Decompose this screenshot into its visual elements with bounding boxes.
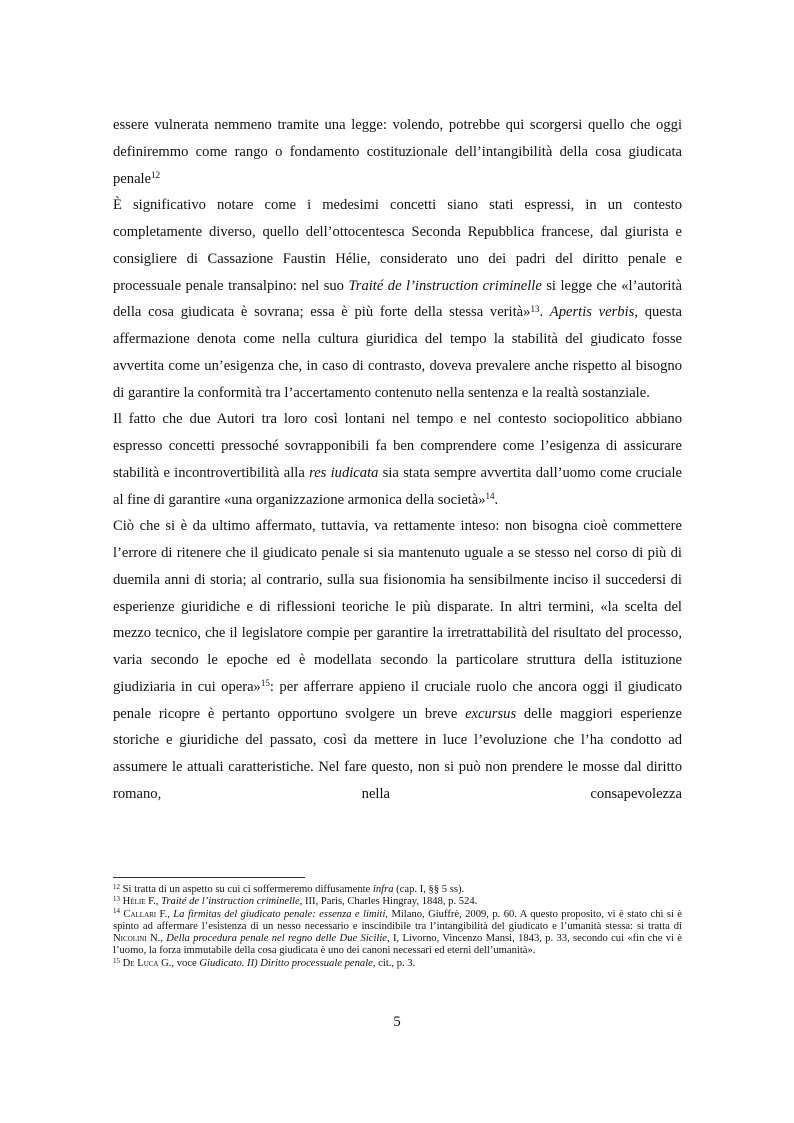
text-run: .: [494, 491, 499, 508]
text-run: .: [539, 304, 550, 321]
italic-text: Apertis verbis: [549, 304, 635, 321]
text-run: Ciò che si è da ultimo affermato, tuttavia, va rettamente inteso: non bisogna cioè commettere l’errore di ritenere che il giudicato penale si sia mantenuto uguale a se stesso nel corso di più di duemila anni di storia; al contrario, sulla sua fisionomia ha sensibilmente inciso il succedersi di esperienze giuridiche e di riflessioni teoriche le più disparate. In altri termini, «la scelta del mezzo tecnico, che il legislatore compie per garantire la irretrattabilità del risultato del processo, varia secondo le epoche ed è modellata secondo la particolare struttura della istituzione giudiziaria in cui opera»: [113, 518, 682, 695]
text-run: Si tratta di un aspetto su cui ci soffermeremo diffusamente: [120, 884, 373, 895]
text-run: , cit., p. 3.: [372, 957, 416, 969]
italic-text: excursus: [465, 705, 517, 722]
footnote-ref: 15: [113, 956, 120, 965]
author-name: Hélie: [122, 896, 146, 908]
footnote: [113, 896, 682, 908]
italic-text: Traité de l’instruction criminelle: [161, 896, 300, 908]
author-name: Nicolini: [113, 933, 147, 945]
text-run: G., voce: [158, 957, 200, 969]
author-name: Callari: [123, 908, 157, 920]
italic-text: res iudicata: [309, 464, 379, 481]
footnote-separator: [113, 877, 305, 878]
footnote-ref: 12: [151, 170, 161, 180]
italic-text: La firmitas del giudicato penale: essenza e limiti: [173, 908, 386, 920]
footnote: [113, 909, 682, 958]
text-run: N.,: [146, 933, 167, 945]
text-run: , I, Livorno, Vincenzo Mansi, 1843, p. 33, secondo cui «fin che vi è l’uomo, la forza immutabile della cosa giudicata è uno dei canoni necessari ed eterni dell’umanità».: [113, 933, 682, 957]
footnote-ref: 13: [530, 303, 540, 314]
paragraph: [113, 192, 682, 406]
text-run: F.,: [156, 908, 174, 920]
footnote-ref: 14: [485, 491, 495, 501]
text-run: , questa affermazione denota come nella cultura giuridica del tempo la stabilità del giudicato fosse avvertita come un’esigenza che, in caso di contrasto, doveva prevalere anche rispetto al bisogno di garantire la conformità tra l’accertamento contenuto nella sentenza e la realtà sostanziale.: [113, 304, 682, 401]
text-run: si legge che «l’autorità della cosa giudicata è sovrana; essa è più forte della stessa verità»: [113, 277, 682, 321]
text-run: , III, Paris, Charles Hingray, 1848, p. 524.: [299, 896, 478, 908]
footnote-ref: 13: [113, 895, 120, 904]
italic-text: Giudicato. II) Diritto processuale penale: [199, 957, 373, 969]
text-run: , Milano, Giuffrè, 2009, p. 60. A questo proposito, vi è stato chi si è spinto ad affermare l’esistenza di un nesso necessario e inscindibile tra l’intangibilità del giudicato e l’umanità stessa: si tratta di: [113, 908, 682, 932]
italic-text: Della procedura penale nel regno delle Due Sicilie: [166, 933, 387, 945]
text-run: delle maggiori esperienze storiche e giuridiche del passato, così da mettere in luce l’evoluzione che l’ha condotto ad assumere le attuali caratteristiche. Nel fare questo, non si può non prendere le mosse dal diritto romano, nella consapevolezza: [113, 705, 682, 802]
italic-text: infra: [372, 884, 394, 895]
author-name: De Luca: [122, 957, 159, 969]
footnote-ref: 12: [113, 882, 120, 891]
footnotes: [113, 884, 682, 970]
text-run: Il fatto che due Autori tra loro così lontani nel tempo e nel contesto sociopolitico abbiano espresso concetti pressoché sovrapponibili fa ben comprendere come l’esigenza di assicurare stabilità e incontrovertibilità alla: [113, 411, 682, 481]
paragraph: [113, 513, 682, 807]
footnote: [113, 958, 682, 970]
italic-text: Traité de l’instruction criminelle: [348, 277, 542, 294]
main-text: [113, 112, 682, 808]
text-run: F.,: [145, 896, 162, 908]
paragraph: [113, 112, 682, 192]
text-run: sia stata sempre avvertita dall’uomo come cruciale al fine di garantire «una organizzazione armonica della società»: [113, 464, 682, 508]
footnote: [113, 884, 682, 896]
text-run: (cap. I, §§ 5 ss).: [393, 884, 465, 895]
footnote-ref: 15: [260, 678, 270, 689]
paragraph: [113, 406, 682, 513]
footnote-ref: 14: [113, 907, 120, 916]
page-number: 5: [393, 1014, 401, 1030]
text-run: È significativo notare come i medesimi concetti siano stati espressi, in un contesto completamente diverso, quello dell’ottocentesca Seconda Repubblica francese, dal giurista e consigliere di Cassazione Faustin Hélie, considerato uno dei padri del diritto penale e processuale penale transalpino: nel suo: [113, 197, 682, 294]
text-run: : per afferrare appieno il cruciale ruolo che ancora oggi il giudicato penale ricopre è pertanto opportuno svolgere un breve: [113, 678, 682, 722]
text-run: essere vulnerata nemmeno tramite una legge: volendo, potrebbe qui scorgersi quello che oggi definiremmo come rango o fondamento costituzionale dell’intangibilità della cosa giudicata penale: [113, 117, 682, 187]
